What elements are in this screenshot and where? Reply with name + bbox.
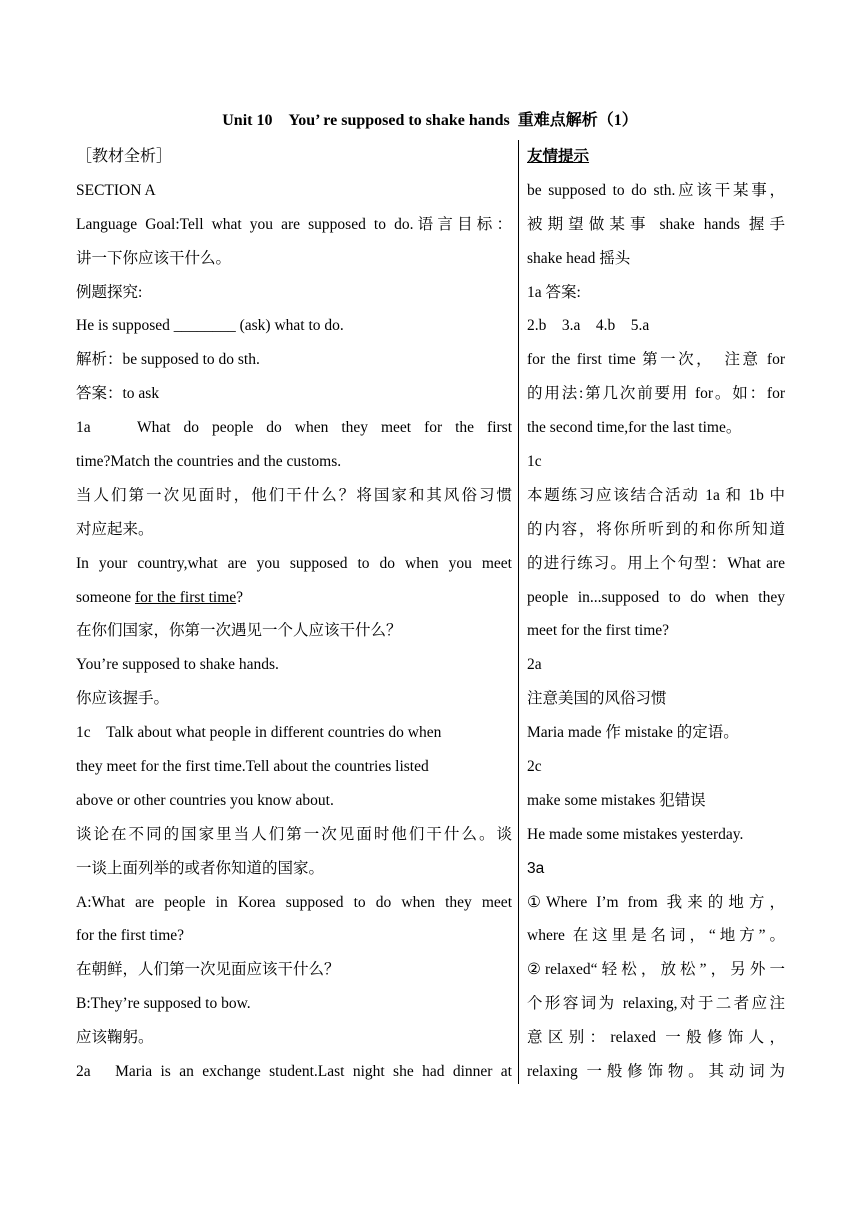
- text-line: B:They’re supposed to bow.: [76, 995, 251, 1013]
- main-column: [76, 140, 512, 1089]
- text-span: ?: [236, 588, 244, 606]
- text-line: Language Goal:Tell what you are supposed to do.语言目标：: [76, 215, 512, 233]
- text-line: 例题探究:: [76, 283, 143, 301]
- tip-line: 被期望做某事 shake hands 握手: [527, 215, 785, 233]
- tip-line: ②relaxed“轻松，放松”，另外一: [527, 961, 785, 979]
- text-line: 谈论在不同的国家里当人们第一次见面时他们干什么。谈: [76, 825, 512, 843]
- tip-line: 个形容词为 relaxing,对于二者应注: [527, 995, 785, 1013]
- tips-column: [527, 140, 785, 1089]
- text-line: 在你们国家，你第一次遇见一个人应该干什么？: [76, 622, 402, 640]
- tip-line: be supposed to do sth.应该干某事，: [527, 181, 785, 199]
- tip-line: 注意美国的风俗习惯: [527, 690, 667, 708]
- column-divider: [518, 140, 519, 1084]
- tip-line: meet for the first time?: [527, 622, 670, 640]
- text-line: In your country,what are you supposed to do when you meet: [76, 554, 512, 572]
- text-line: 答案：to ask: [76, 385, 160, 403]
- tip-line: 的用法:第几次前要用 for。如：for: [527, 385, 785, 403]
- tip-line: 2.b 3.a 4.b 5.a: [527, 317, 650, 335]
- text-line: 当人们第一次见面时，他们干什么？将国家和其风俗习惯: [76, 486, 512, 504]
- tips-header: 友情提示: [527, 148, 590, 165]
- text-line: 对应起来。: [76, 520, 154, 538]
- text-line: above or other countries you know about.: [76, 791, 334, 809]
- underlined-phrase: for the first time: [134, 588, 237, 606]
- text-line: 解析：be supposed to do sth.: [76, 351, 260, 369]
- tip-line: 3a: [527, 859, 545, 877]
- section-header: ［教材全析］: [76, 148, 173, 165]
- tip-line: 的进行练习。用上个句型：What are: [527, 554, 785, 572]
- text-span: someone: [76, 588, 135, 606]
- tip-line: ①Where I’m from 我来的地方，: [527, 893, 785, 911]
- text-line: He is supposed ________ (ask) what to do.: [76, 317, 344, 335]
- tip-line: the second time,for the last time。: [527, 419, 742, 437]
- text-line: 讲一下你应该干什么。: [76, 249, 232, 267]
- text-line: [76, 581, 512, 615]
- text-line: 1a What do people do when they meet for the first: [76, 419, 512, 437]
- tip-line: relaxing 一般修饰物。其动词为: [527, 1063, 785, 1081]
- document-title: Unit 10 You’ re supposed to shake hands 重难点解析（1）: [222, 112, 638, 129]
- text-line: time?Match the countries and the customs.: [76, 453, 342, 471]
- tip-line: 1c: [527, 453, 542, 471]
- text-line: 1c Talk about what people in different countries do when: [76, 724, 442, 742]
- tip-line: for the first time 第一次， 注意 for: [527, 351, 785, 369]
- text-line: 应该鞠躬。: [76, 1029, 154, 1047]
- tip-line: Maria made 作 mistake 的定语。: [527, 724, 739, 742]
- tip-line: make some mistakes 犯错误: [527, 791, 706, 809]
- tip-line: 的内容，将你所听到的和你所知道: [527, 520, 785, 538]
- tip-line: 意区别：relaxed 一般修饰人，: [527, 1029, 785, 1047]
- tip-line: 2c: [527, 758, 542, 776]
- text-line: 在朝鲜，人们第一次见面应该干什么？: [76, 961, 340, 979]
- text-line: 2a Maria is an exchange student.Last night she had dinner at: [76, 1063, 512, 1081]
- tip-line: 1a 答案:: [527, 283, 581, 301]
- text-line: You’re supposed to shake hands.: [76, 656, 279, 674]
- text-line: 你应该握手。: [76, 690, 170, 708]
- tip-line: 2a: [527, 656, 542, 674]
- text-line: A:What are people in Korea supposed to do when they meet: [76, 893, 512, 911]
- tip-line: people in...supposed to do when they: [527, 588, 785, 606]
- text-line: 一谈上面列举的或者你知道的国家。: [76, 859, 325, 877]
- tip-line: shake head 摇头: [527, 249, 631, 267]
- tip-line: He made some mistakes yesterday.: [527, 825, 744, 843]
- text-line: they meet for the first time.Tell about the countries listed: [76, 758, 429, 776]
- text-line: for the first time?: [76, 927, 185, 945]
- text-line: SECTION A: [76, 181, 156, 199]
- tip-line: where 在这里是名词，“地方”。: [527, 927, 785, 945]
- tip-line: 本题练习应该结合活动 1a 和 1b 中: [527, 486, 785, 504]
